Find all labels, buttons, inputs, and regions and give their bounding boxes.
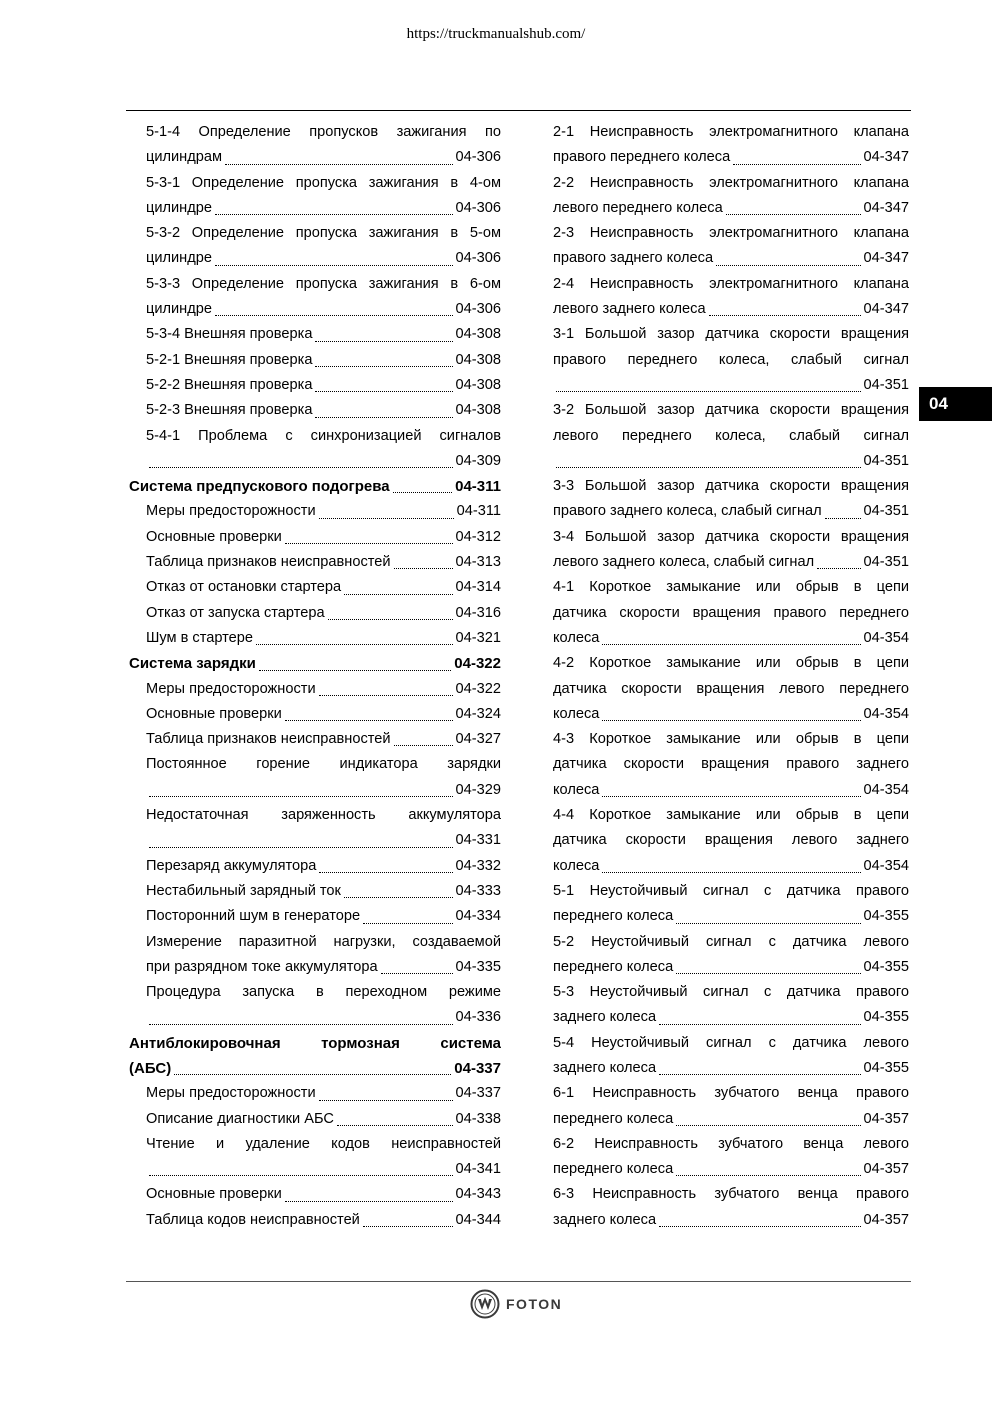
toc-entry-line — [129, 246, 501, 271]
toc-page-number: 04-351 — [863, 503, 909, 520]
dot-leader — [174, 1074, 451, 1075]
toc-page-number: 04-344 — [455, 1211, 501, 1228]
toc-page-number: 04-341 — [455, 1161, 501, 1178]
dot-leader — [381, 973, 453, 974]
toc-entry-line — [129, 196, 501, 221]
dot-leader — [393, 492, 452, 493]
dot-leader — [602, 720, 860, 721]
toc-entry-title: при разрядном токе аккумулятора — [146, 958, 378, 975]
dot-leader — [149, 1175, 453, 1176]
toc-page-number: 04-312 — [455, 528, 501, 545]
toc-entry-line — [553, 196, 909, 221]
toc-entry-title: Таблица признаков неисправностей — [146, 731, 391, 748]
toc-entry-line: 4-1 Короткое замыкание или обрыв в цепи — [553, 579, 909, 596]
toc-page-number: 04-306 — [455, 250, 501, 267]
dot-leader — [319, 872, 452, 873]
toc-page-number: 04-311 — [456, 503, 501, 520]
toc-page-number: 04-355 — [863, 908, 909, 925]
toc-entry-line: 6-3 Неисправность зубчатого венца правого — [553, 1186, 909, 1203]
toc-entry-title: Система предпускового подогрева — [129, 478, 390, 496]
toc-entry-line: 4-4 Короткое замыкание или обрыв в цепи — [553, 807, 909, 824]
toc-entry-line: 6-1 Неисправность зубчатого венца правого — [553, 1085, 909, 1102]
toc-entry-line — [129, 373, 501, 398]
toc-entry-line: 6-2 Неисправность зубчатого венца левого — [553, 1135, 909, 1152]
toc-right-column — [553, 120, 909, 1233]
dot-leader — [825, 518, 861, 519]
dot-leader — [556, 391, 861, 392]
toc-entry-line: датчика скорости вращения левого переднего — [553, 680, 909, 697]
toc-entry-title: правого переднего колеса — [553, 149, 731, 166]
footer-divider — [126, 1281, 911, 1282]
toc-entry-title: цилиндрам — [146, 149, 223, 166]
foton-emblem-icon — [470, 1289, 500, 1319]
toc-page-number: 04-316 — [455, 604, 501, 621]
chapter-tab: 04 — [919, 387, 992, 421]
toc-entry-line — [553, 904, 909, 929]
toc-entry-title: заднего колеса — [553, 1211, 657, 1228]
toc-entry-line — [129, 322, 501, 347]
dot-leader — [337, 1125, 453, 1126]
toc-entry-line — [129, 525, 501, 550]
toc-entry-title: левого заднего колеса, слабый сигнал — [553, 554, 815, 571]
dot-leader — [344, 594, 452, 595]
toc-page-number: 04-311 — [455, 478, 501, 496]
toc-entry-line — [129, 1005, 501, 1030]
toc-entry-line: 3-4 Большой зазор датчика скорости вращения — [553, 528, 909, 545]
toc-page-number: 04-322 — [454, 655, 501, 673]
toc-page-number: 04-343 — [455, 1186, 501, 1203]
toc-entry-line — [129, 348, 501, 373]
toc-page-number: 04-306 — [455, 149, 501, 166]
dot-leader — [676, 1175, 860, 1176]
toc-entry-title: 5-2-2 Внешняя проверка — [146, 376, 313, 393]
toc-entry-title: колеса — [553, 781, 600, 798]
toc-entry-line — [129, 297, 501, 322]
toc-page-number: 04-338 — [455, 1110, 501, 1127]
toc-page-number: 04-354 — [863, 857, 909, 874]
toc-entry-line — [553, 955, 909, 980]
toc-page-number: 04-357 — [863, 1161, 909, 1178]
toc-entry-line: 5-3-3 Определение пропуска зажигания в 6-ом — [146, 275, 501, 292]
toc-page-number: 04-347 — [863, 250, 909, 267]
dot-leader — [659, 1024, 860, 1025]
toc-section-heading: Антиблокировочная тормозная система — [129, 1034, 501, 1052]
toc-section-heading — [129, 651, 501, 676]
toc-left-column — [129, 120, 501, 1233]
toc-page-number: 04-354 — [863, 781, 909, 798]
toc-entry-line: 4-3 Короткое замыкание или обрыв в цепи — [553, 731, 909, 748]
toc-entry-line — [129, 601, 501, 626]
toc-entry-line — [129, 1107, 501, 1132]
dot-leader — [676, 973, 860, 974]
dot-leader — [602, 872, 860, 873]
toc-entry-line — [553, 145, 909, 170]
toc-entry-title: переднего колеса — [553, 958, 674, 975]
toc-page-number: 04-337 — [454, 1059, 501, 1077]
toc-entry-line — [129, 1081, 501, 1106]
dot-leader — [315, 366, 452, 367]
toc-page-number: 04-347 — [863, 199, 909, 216]
toc-entry-title: Основные проверки — [146, 1186, 282, 1203]
toc-entry-title: цилиндре — [146, 199, 212, 216]
toc-page-number: 04-337 — [455, 1085, 501, 1102]
toc-entry-line — [129, 904, 501, 929]
toc-entry-title: Меры предосторожности — [146, 680, 316, 697]
dot-leader — [285, 1201, 453, 1202]
dot-leader — [256, 644, 453, 645]
toc-entry-title: цилиндре — [146, 250, 212, 267]
toc-entry-title: Таблица кодов неисправностей — [146, 1211, 360, 1228]
header-divider — [126, 110, 911, 111]
toc-entry-line: 2-1 Неисправность электромагнитного клапана — [553, 124, 909, 140]
toc-entry-line: Постоянное горение индикатора зарядки — [146, 756, 501, 773]
toc-entry-title: Отказ от запуска стартера — [146, 604, 325, 621]
toc-page-number: 04-355 — [863, 1009, 909, 1026]
toc-entry-title: правого заднего колеса — [553, 250, 714, 267]
toc-entry-line — [129, 575, 501, 600]
dot-leader — [149, 796, 453, 797]
toc-page-number: 04-321 — [455, 629, 501, 646]
toc-page-number: 04-308 — [455, 376, 501, 393]
dot-leader — [149, 847, 453, 848]
toc-entry-title: цилиндре — [146, 301, 212, 318]
toc-page-number: 04-327 — [455, 731, 501, 748]
toc-entry-title: Описание диагностики АБС — [146, 1110, 334, 1127]
toc-entry-line: правого переднего колеса, слабый сигнал — [553, 351, 909, 368]
toc-entry-line — [553, 1208, 909, 1233]
toc-entry-line: датчика скорости вращения правого переднего — [553, 604, 909, 621]
toc-page-number: 04-351 — [863, 452, 909, 469]
toc-page-number: 04-347 — [863, 149, 909, 166]
toc-entry-line — [129, 550, 501, 575]
toc-entry-title: (АБС) — [129, 1059, 172, 1077]
toc-page-number: 04-355 — [863, 958, 909, 975]
foton-logo — [470, 1289, 562, 1319]
toc-entry-line — [553, 246, 909, 271]
toc-entry-line — [129, 626, 501, 651]
toc-entry-line — [553, 778, 909, 803]
toc-page-number: 04-324 — [455, 705, 501, 722]
toc-entry-line: Недостаточная заряженность аккумулятора — [146, 807, 501, 824]
toc-entry-line — [553, 449, 909, 474]
toc-entry-line — [129, 702, 501, 727]
dot-leader — [315, 391, 452, 392]
toc-entry-line: Чтение и удаление кодов неисправностей — [146, 1135, 501, 1152]
toc-entry-line: датчика скорости вращения левого заднего — [553, 832, 909, 849]
toc-entry-line — [129, 1182, 501, 1207]
toc-entry-line — [553, 373, 909, 398]
toc-entry-title: Посторонний шум в генераторе — [146, 908, 361, 925]
toc-page-number: 04-354 — [863, 629, 909, 646]
toc-page-number: 04-354 — [863, 705, 909, 722]
dot-leader — [716, 265, 860, 266]
dot-leader — [676, 1125, 860, 1126]
dot-leader — [817, 568, 860, 569]
toc-entry-line: 3-3 Большой зазор датчика скорости вращения — [553, 478, 909, 495]
dot-leader — [602, 644, 860, 645]
toc-entry-line — [129, 1208, 501, 1233]
toc-entry-line: 5-1-4 Определение пропусков зажигания по — [146, 124, 501, 140]
toc-page-number: 04-333 — [455, 882, 501, 899]
toc-page-number: 04-331 — [455, 832, 501, 849]
toc-entry-line — [553, 499, 909, 524]
toc-entry-line: 2-2 Неисправность электромагнитного клапана — [553, 174, 909, 191]
toc-entry-line — [129, 727, 501, 752]
toc-entry-line: 3-2 Большой зазор датчика скорости вращения — [553, 402, 909, 419]
toc-entry-line: 5-1 Неустойчивый сигнал с датчика правого — [553, 882, 909, 899]
toc-page-number: 04-313 — [455, 554, 501, 571]
toc-entry-line — [553, 854, 909, 879]
dot-leader — [394, 745, 453, 746]
dot-leader — [259, 670, 451, 671]
toc-entry-line — [129, 145, 501, 170]
toc-entry-title: заднего колеса — [553, 1009, 657, 1026]
toc-entry-title: левого переднего колеса — [553, 199, 723, 216]
dot-leader — [215, 214, 453, 215]
dot-leader — [319, 695, 453, 696]
toc-page-number: 04-306 — [455, 199, 501, 216]
toc-entry-title: Таблица признаков неисправностей — [146, 554, 391, 571]
toc-entry-line — [553, 1107, 909, 1132]
toc-page-number: 04-357 — [863, 1211, 909, 1228]
dot-leader — [659, 1226, 860, 1227]
toc-entry-line: 4-2 Короткое замыкание или обрыв в цепи — [553, 655, 909, 672]
toc-page-number: 04-308 — [455, 351, 501, 368]
dot-leader — [363, 1226, 453, 1227]
toc-entry-line: левого переднего колеса, слабый сигнал — [553, 427, 909, 444]
toc-entry-title: Нестабильный зарядный ток — [146, 882, 341, 899]
toc-page-number: 04-351 — [863, 376, 909, 393]
dot-leader — [149, 1024, 453, 1025]
toc-entry-line: 5-4-1 Проблема с синхронизацией сигналов — [146, 427, 501, 444]
dot-leader — [215, 315, 453, 316]
toc-page-number: 04-355 — [863, 1059, 909, 1076]
toc-page-number: 04-332 — [455, 857, 501, 874]
toc-entry-title: Перезаряд аккумулятора — [146, 857, 317, 874]
toc-entry-title: заднего колеса — [553, 1059, 657, 1076]
toc-entry-line: 5-3-2 Определение пропуска зажигания в 5-ом — [146, 225, 501, 242]
toc-entry-line — [129, 398, 501, 423]
dot-leader — [709, 315, 861, 316]
toc-entry-title: колеса — [553, 857, 600, 874]
toc-page-number: 04-357 — [863, 1110, 909, 1127]
dot-leader — [285, 720, 453, 721]
toc-entry-title: правого заднего колеса, слабый сигнал — [553, 503, 822, 520]
toc-entry-line — [553, 297, 909, 322]
toc-entry-line — [129, 828, 501, 853]
dot-leader — [319, 1100, 453, 1101]
toc-entry-line — [129, 778, 501, 803]
toc-entry-title: Отказ от остановки стартера — [146, 579, 342, 596]
toc-entry-title: Система зарядки — [129, 655, 256, 673]
toc-entry-line: датчика скорости вращения правого заднего — [553, 756, 909, 773]
dot-leader — [726, 214, 861, 215]
toc-entry-line — [553, 550, 909, 575]
toc-entry-line: Процедура запуска в переходном режиме — [146, 984, 501, 1001]
toc-entry-title: переднего колеса — [553, 1110, 674, 1127]
toc-entry-line: Измерение паразитной нагрузки, создаваемой — [146, 933, 501, 950]
dot-leader — [285, 543, 453, 544]
toc-entry-title: Основные проверки — [146, 705, 282, 722]
toc-page-number: 04-308 — [455, 326, 501, 343]
toc-entry-title: 5-3-4 Внешняя проверка — [146, 326, 313, 343]
toc-entry-line — [553, 1157, 909, 1182]
toc-entry-title: колеса — [553, 629, 600, 646]
toc-entry-line — [129, 677, 501, 702]
dot-leader — [659, 1074, 860, 1075]
dot-leader — [556, 467, 861, 468]
toc-entry-title: 5-2-3 Внешняя проверка — [146, 402, 313, 419]
dot-leader — [733, 164, 860, 165]
brand-name: FOTON — [506, 1296, 563, 1312]
page-url: https://truckmanualshub.com/ — [406, 26, 586, 42]
dot-leader — [315, 417, 452, 418]
toc-entry-title: левого заднего колеса — [553, 301, 706, 318]
toc-entry-line — [129, 955, 501, 980]
toc-entry-title: колеса — [553, 705, 600, 722]
toc-entry-line — [129, 1157, 501, 1182]
toc-entry-title: 5-2-1 Внешняя проверка — [146, 351, 313, 368]
dot-leader — [344, 897, 453, 898]
toc-entry-title: Меры предосторожности — [146, 503, 316, 520]
toc-entry-line — [129, 879, 501, 904]
toc-entry-line — [553, 702, 909, 727]
dot-leader — [149, 467, 453, 468]
toc-page-number: 04-335 — [455, 958, 501, 975]
toc-page-number: 04-308 — [455, 402, 501, 419]
toc-page-number: 04-322 — [455, 680, 501, 697]
dot-leader — [328, 619, 453, 620]
toc-entry-line — [553, 1056, 909, 1081]
toc-page-number: 04-314 — [455, 579, 501, 596]
dot-leader — [215, 265, 453, 266]
toc-entry-line: 5-2 Неустойчивый сигнал с датчика левого — [553, 933, 909, 950]
toc-page-number: 04-309 — [455, 452, 501, 469]
toc-entry-title: Шум в стартере — [146, 629, 254, 646]
toc-entry-title: переднего колеса — [553, 908, 674, 925]
toc-entry-line: 5-4 Неустойчивый сигнал с датчика левого — [553, 1034, 909, 1051]
toc-page-number: 04-351 — [863, 554, 909, 571]
toc-section-heading — [129, 1056, 501, 1081]
toc-page-number: 04-306 — [455, 301, 501, 318]
toc-entry-line: 2-3 Неисправность электромагнитного клапана — [553, 225, 909, 242]
toc-entry-line — [129, 449, 501, 474]
toc-entry-line: 5-3-1 Определение пропуска зажигания в 4-ом — [146, 174, 501, 191]
dot-leader — [394, 568, 453, 569]
toc-entry-line — [553, 626, 909, 651]
toc-section-heading — [129, 474, 501, 499]
toc-entry-title: переднего колеса — [553, 1161, 674, 1178]
toc-entry-line: 3-1 Большой зазор датчика скорости вращения — [553, 326, 909, 343]
toc-entry-line: 5-3 Неустойчивый сигнал с датчика правого — [553, 984, 909, 1001]
dot-leader — [602, 796, 860, 797]
dot-leader — [319, 518, 454, 519]
toc-entry-title: Основные проверки — [146, 528, 282, 545]
toc-entry-line — [129, 854, 501, 879]
dot-leader — [676, 923, 860, 924]
toc-entry-line — [553, 1005, 909, 1030]
toc-entry-title: Меры предосторожности — [146, 1085, 316, 1102]
dot-leader — [315, 341, 452, 342]
toc-page-number: 04-329 — [455, 781, 501, 798]
toc-page-number: 04-347 — [863, 301, 909, 318]
toc-entry-line — [129, 499, 501, 524]
dot-leader — [363, 923, 452, 924]
toc-page-number: 04-336 — [455, 1009, 501, 1026]
toc-page-number: 04-334 — [455, 908, 501, 925]
toc-entry-line: 2-4 Неисправность электромагнитного клапана — [553, 275, 909, 292]
dot-leader — [225, 164, 453, 165]
